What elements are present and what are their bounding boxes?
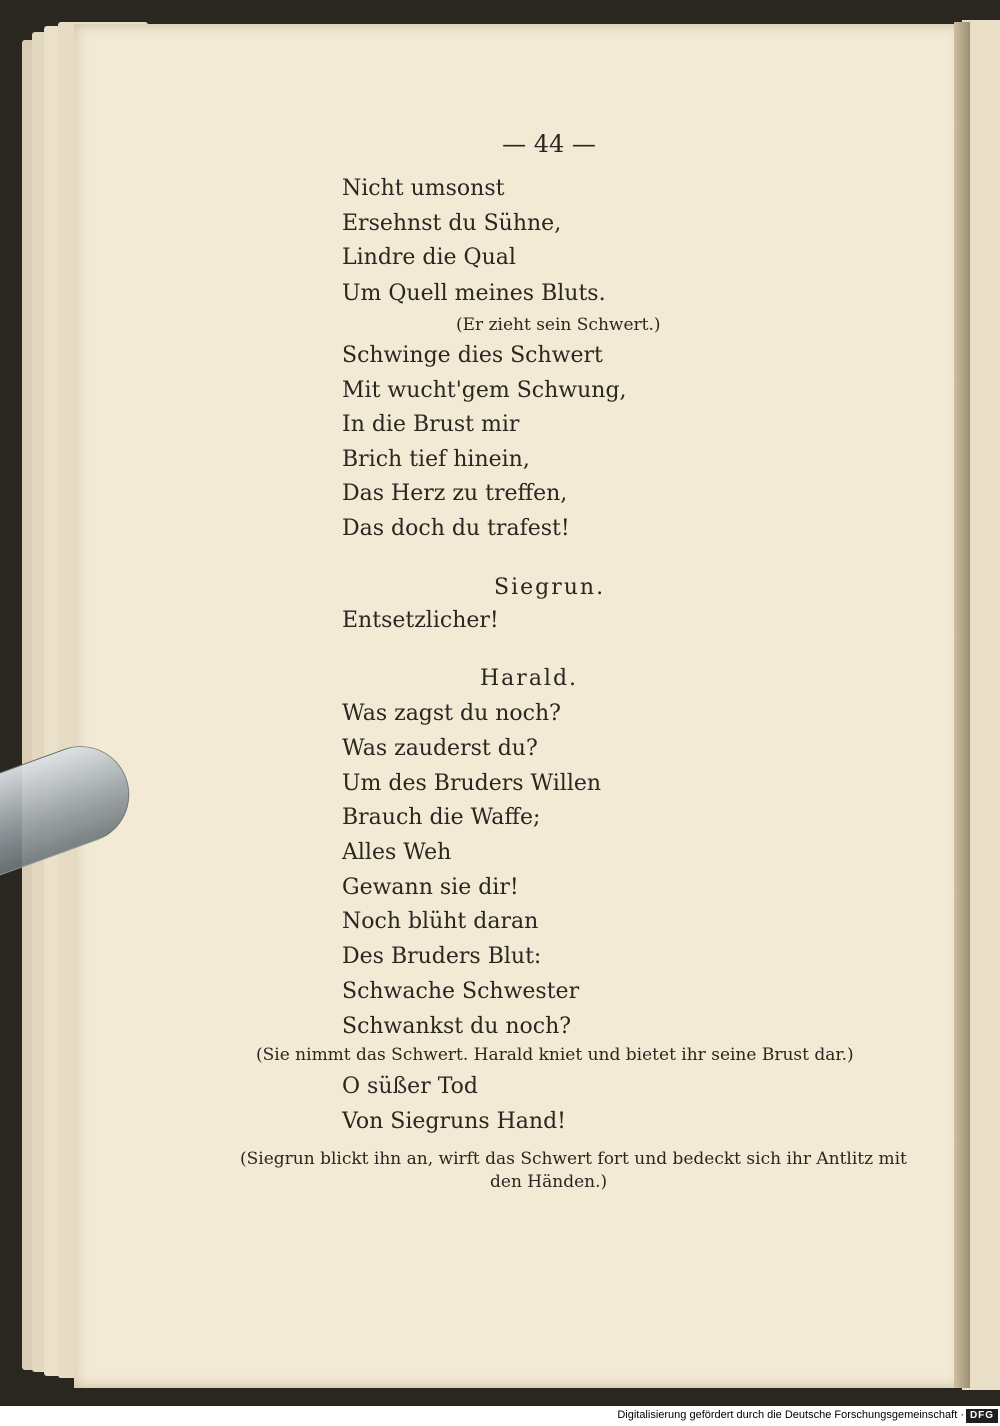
verse-line: Entsetzlicher! (342, 608, 499, 633)
verse-line: Das Herz zu treffen, (342, 481, 568, 506)
verse-line: O süßer Tod (342, 1074, 479, 1099)
verse-line: Um Quell meines Bluts. (342, 281, 606, 306)
verse-line: Alles Weh (342, 840, 452, 865)
verse-line: Schwinge dies Schwert (342, 343, 603, 368)
book-gutter (954, 22, 970, 1388)
verse-line: Des Bruders Blut: (342, 944, 542, 969)
verse-line: Ersehnst du Sühne, (342, 211, 562, 236)
glass-page-holder (0, 790, 140, 910)
verse-line: Mit wucht'gem Schwung, (342, 378, 627, 403)
speaker-name: Harald. (480, 666, 579, 691)
book-page (74, 24, 970, 1388)
footer-credit: Digitalisierung gefördert durch die Deutsche Forschungsgemeinschaft · (617, 1409, 964, 1421)
verse-line: In die Brust mir (342, 412, 520, 437)
verse-line: Brauch die Waffe; (342, 805, 541, 830)
stage-direction: (Siegrun blickt ihn an, wirft das Schwert fort und bedeckt sich ihr Antlitz mit (240, 1149, 907, 1169)
verse-line: Was zagst du noch? (342, 701, 561, 726)
verse-line: Von Siegruns Hand! (342, 1109, 567, 1134)
verse-line: Gewann sie dir! (342, 875, 519, 900)
verse-line: Nicht umsonst (342, 176, 505, 201)
verse-line: Schwankst du noch? (342, 1014, 572, 1039)
verse-line: Noch blüht daran (342, 909, 539, 934)
verse-line: Was zauderst du? (342, 736, 538, 761)
stage-direction: den Händen.) (490, 1172, 608, 1192)
verse-line: Das doch du trafest! (342, 516, 570, 541)
dfg-logo-icon: DFG (966, 1409, 998, 1423)
page-number: — 44 — (502, 130, 596, 158)
stage-direction: (Sie nimmt das Schwert. Harald kniet und bietet ihr seine Brust dar.) (256, 1045, 854, 1065)
verse-line: Brich tief hinein, (342, 447, 530, 472)
verse-line: Um des Bruders Willen (342, 771, 602, 796)
speaker-name: Siegrun. (494, 575, 606, 600)
verse-line: Lindre die Qual (342, 245, 516, 270)
stage-direction: (Er zieht sein Schwert.) (456, 315, 661, 335)
verse-line: Schwache Schwester (342, 979, 580, 1004)
footer-bar (0, 1406, 1000, 1426)
